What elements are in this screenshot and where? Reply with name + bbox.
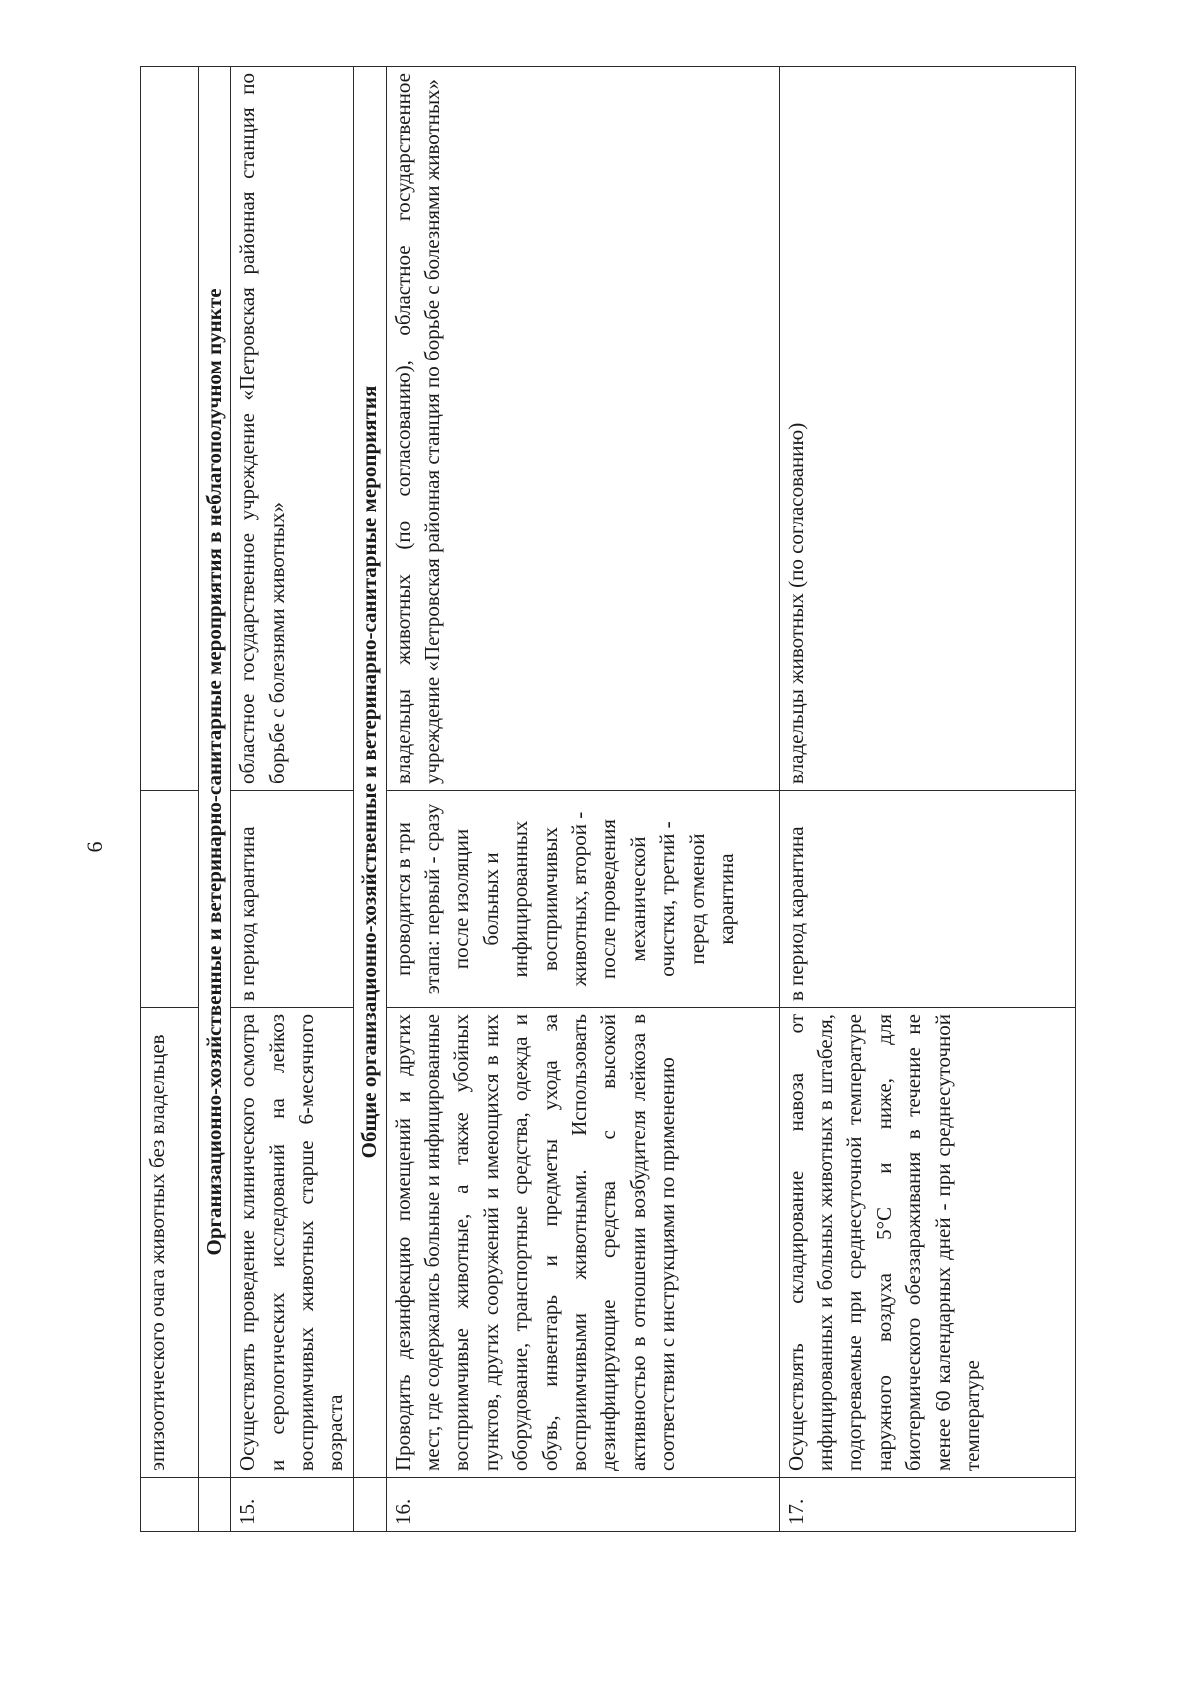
measures-table xyxy=(140,66,1076,1532)
table-row xyxy=(386,67,779,1532)
term-cell: в период карантина xyxy=(779,791,1075,1008)
table-cell xyxy=(141,1478,199,1532)
table-cell xyxy=(141,67,199,791)
measure-cell: Проводить дезинфекцию помещений и других мест, где содержались больные и инфицированные восприимчивые животные, а также убойных пунктов, других сооружений и имеющихся в них оборудование, транспортные средства, одежда и обувь, инвентарь и предметы ухода за восприимчивыми животными. Использовать дезинфицирующие средства с высокой активностью в отношении возбудителя лейкоза в соответствии с инструкциями по применению xyxy=(386,1008,779,1478)
responsible-cell: владельцы животных (по согласованию) xyxy=(779,67,1075,791)
responsible-cell: областное государственное учреждение «Петровская районная станция по борьбе с болезнями животных» xyxy=(231,67,354,791)
section-header: Общие организационно-хозяйственные и ветеринарно-санитарные мероприятия xyxy=(354,67,386,1478)
row-number: 15. xyxy=(231,1478,354,1532)
row-number: 16. xyxy=(386,1478,779,1532)
continuation-cell: эпизоотического очага животных без владельцев xyxy=(141,1008,199,1478)
responsible-cell: владельцы животных (по согласованию), областное государственное учреждение «Петровская районная станция по борьбе с болезнями животных» xyxy=(386,67,779,791)
table-row xyxy=(779,67,1075,1532)
section-header-row xyxy=(354,67,386,1532)
section-header-row xyxy=(199,67,231,1532)
measure-cell: Осуществлять складирование навоза от инфицированных и больных животных в штабеля, подогреваемые при среднесуточной температуре наружного воздуха 5°С и ниже, для биотермического обеззараживания в течение не менее 60 календарных дней - при среднесуточной температуре xyxy=(779,1008,1075,1478)
page-number: 6 xyxy=(82,841,107,853)
measure-cell: Осуществлять проведение клинического осмотра и серологических исследований на лейкоз восприимчивых животных старше 6-месячного возраста xyxy=(231,1008,354,1478)
table-row xyxy=(231,67,354,1532)
table-row xyxy=(141,67,199,1532)
section-header: Организационно-хозяйственные и ветеринарно-санитарные мероприятия в неблагополучном пункте xyxy=(199,67,231,1478)
term-cell: в период карантина xyxy=(231,791,354,1008)
table-cell xyxy=(199,1478,231,1532)
table-cell xyxy=(354,1478,386,1532)
table-cell xyxy=(141,791,199,1008)
rotated-page-content xyxy=(140,67,1070,1532)
row-number: 17. xyxy=(779,1478,1075,1532)
term-cell: проводится в три этапа: первый - сразу после изоляции больных и инфицированных восприимчивых животных, второй - после проведения механической очистки, третий - перед отменой карантина xyxy=(386,791,779,1008)
